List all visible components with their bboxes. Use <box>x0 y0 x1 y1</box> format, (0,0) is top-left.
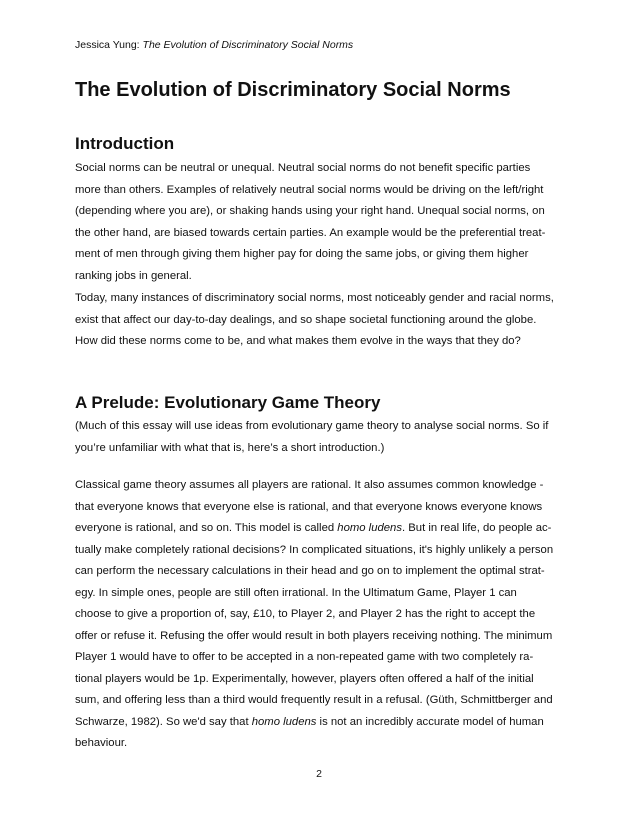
text-line: ment of men through giving them higher pay for doing the same jobs, or giving them higher <box>75 248 529 260</box>
text-line: (depending where you are), or shaking hands using your right hand. Unequal social norms, on <box>75 205 545 217</box>
text-fragment: is not an incredibly accurate model of human <box>316 715 544 728</box>
text-line: How did these norms come to be, and what makes them evolve in the ways that they do? <box>75 335 521 347</box>
running-header <box>75 38 353 52</box>
header-running-title: The Evolution of Discriminatory Social Norms <box>142 39 354 51</box>
text-line: exist that affect our day-to-day dealings, and so shape societal functioning around the globe. <box>75 313 537 326</box>
text-line: that everyone knows that everyone else is rational, and that everyone knows everyone knows <box>75 500 543 513</box>
text-line: can perform the necessary calculations in their head and go on to implement the optimal strat- <box>75 565 545 577</box>
text-line <box>75 712 575 734</box>
text-line: tional players would be 1p. Experimentally, however, players often offered a half of the initial <box>75 672 534 685</box>
text-line: the other hand, are biased towards certain parties. An example would be the preferential treat- <box>75 226 546 239</box>
prelude-paragraph-1 <box>75 416 575 459</box>
text-fragment: Schwarze, 1982). So we'd say that <box>75 715 252 728</box>
document-title: The Evolution of Discriminatory Social Norms <box>75 79 511 101</box>
text-line <box>75 518 575 540</box>
text-line: offer or refuse it. Refusing the offer would result in both players receiving nothing. The minimum <box>75 629 553 642</box>
introduction-paragraph-2 <box>75 288 575 353</box>
text-line: Today, many instances of discriminatory social norms, most noticeably gender and racial norms, <box>75 292 554 304</box>
header-author: Jessica Yung: <box>75 39 143 51</box>
emphasis-homo-ludens: homo ludens <box>337 522 402 534</box>
text-fragment: everyone is rational, and so on. This model is called <box>75 522 338 534</box>
text-line: (Much of this essay will use ideas from evolutionary game theory to analyse social norms. So if <box>75 420 549 432</box>
prelude-paragraph-2 <box>75 475 575 755</box>
introduction-paragraph-1 <box>75 158 575 287</box>
text-line: ranking jobs in general. <box>75 269 192 282</box>
section-heading-introduction: Introduction <box>75 134 175 153</box>
page-number: 2 <box>316 768 322 780</box>
text-line: you’re unfamiliar with what that is, here’s a short introduction.) <box>75 441 385 454</box>
text-fragment: . But in real life, do people ac- <box>401 522 552 534</box>
emphasis-homo-ludens: homo ludens <box>251 715 317 728</box>
text-line: choose to give a proportion of, say, £10, to Player 2, and Player 2 has the right to accept the <box>75 608 536 620</box>
text-line: behaviour. <box>75 737 128 749</box>
text-line: tually make completely rational decisions? In complicated situations, it's highly unlikely a person <box>75 543 554 556</box>
text-line: Social norms can be neutral or unequal. Neutral social norms do not benefit specific parties <box>75 162 531 174</box>
text-line: sum, and offering less than a third would frequently result in a refusal. (Güth, Schmittberger and <box>75 694 553 706</box>
text-line: Classical game theory assumes all players are rational. It also assumes common knowledge - <box>75 479 544 491</box>
text-line: egy. In simple ones, people are still often irrational. In the Ultimatum Game, Player 1 can <box>75 586 517 599</box>
text-line: more than others. Examples of relatively neutral social norms would be driving on the left/right <box>75 183 544 196</box>
section-heading-prelude: A Prelude: Evolutionary Game Theory <box>75 393 381 412</box>
text-line: Player 1 would have to offer to be accepted in a non-repeated game with two completely ra- <box>75 651 534 663</box>
